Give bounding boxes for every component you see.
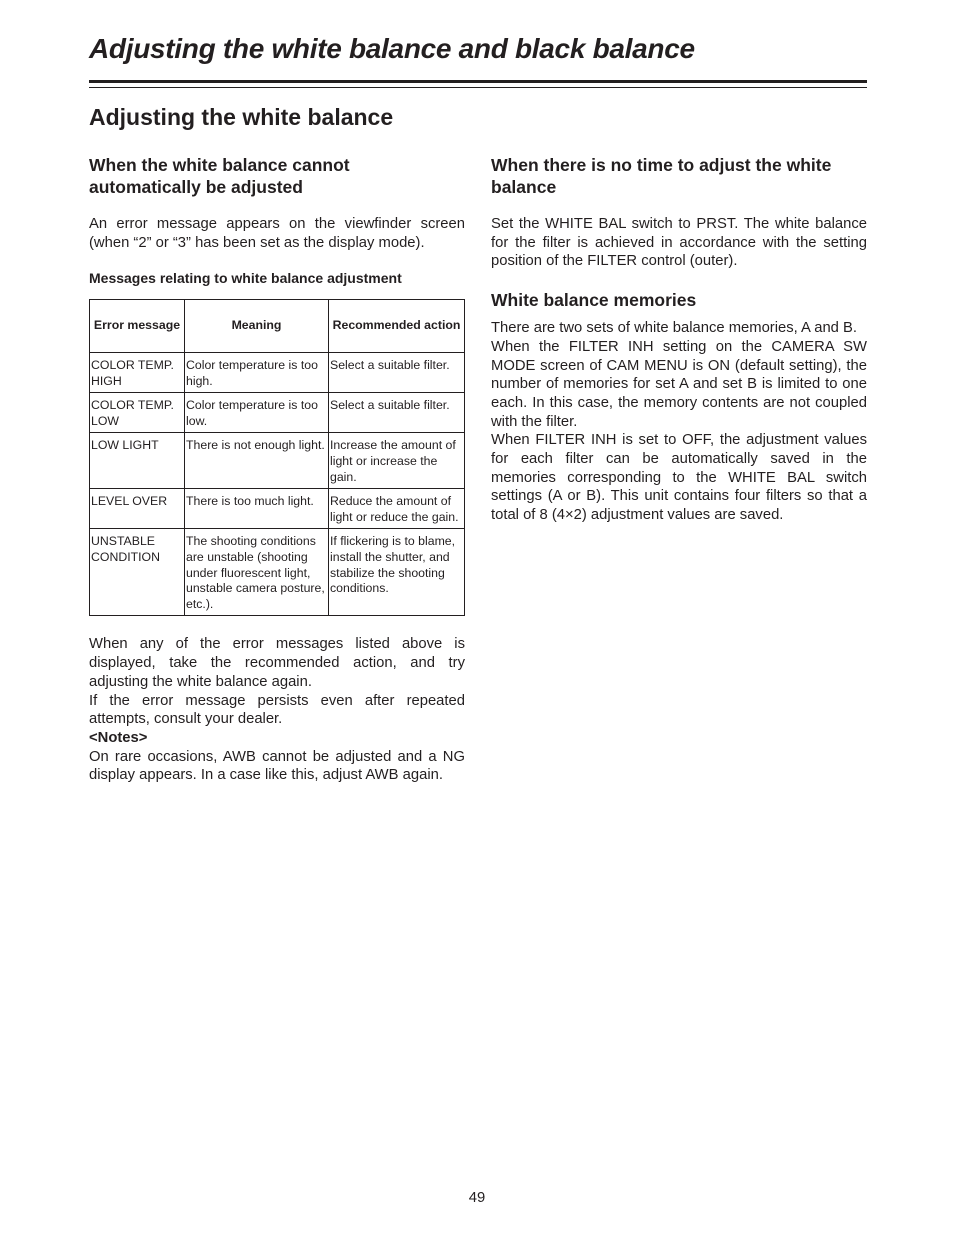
left-column bbox=[89, 154, 465, 785]
title-rule-thin bbox=[89, 87, 867, 88]
table-row bbox=[90, 529, 465, 616]
row-meaning: There is not enough light. bbox=[185, 433, 329, 489]
header-meaning: Meaning bbox=[185, 300, 329, 353]
row-action: Select a suitable filter. bbox=[329, 393, 465, 433]
row-meaning: The shooting conditions are unstable (shooting under fluorescent light, unstable camera posture, etc.). bbox=[185, 529, 329, 616]
error-intro-text: An error message appears on the viewfinder screen (when “2” or “3” has been set as the display mode). bbox=[89, 216, 465, 251]
row-error: COLOR TEMP. HIGH bbox=[90, 353, 185, 393]
memories-heading: White balance memories bbox=[491, 290, 697, 311]
error-messages-table bbox=[89, 299, 465, 616]
no-time-heading: When there is no time to adjust the white balance bbox=[491, 155, 832, 197]
right-column bbox=[491, 154, 867, 525]
table-row bbox=[90, 433, 465, 489]
prst-text: Set the WHITE BAL switch to PRST. The white balance for the filter is achieved in accordance with the setting position of the FILTER control (outer). bbox=[491, 216, 867, 270]
filter-inh-off-text: When FILTER INH is set to OFF, the adjustment values for each filter can be automatically saved in the memories corresponding to the WHITE BAL switch settings (A or B). This unit contains four filters so that a total of 8 (4×2) adjustment values are saved. bbox=[491, 432, 867, 524]
row-meaning: Color temperature is too high. bbox=[185, 353, 329, 393]
row-action: If flickering is to blame, install the shutter, and stabilize the shooting conditions. bbox=[329, 529, 465, 616]
row-error: COLOR TEMP. LOW bbox=[90, 393, 185, 433]
title-rule-thick bbox=[89, 80, 867, 83]
table-row bbox=[90, 353, 465, 393]
notes-text: On rare occasions, AWB cannot be adjusted and a NG display appears. In a case like this, adjust AWB again. bbox=[89, 748, 465, 784]
table-row bbox=[90, 489, 465, 529]
row-error: LEVEL OVER bbox=[90, 489, 185, 529]
row-action: Select a suitable filter. bbox=[329, 353, 465, 393]
row-meaning: There is too much light. bbox=[185, 489, 329, 529]
memories-intro-text: There are two sets of white balance memories, A and B. bbox=[491, 320, 857, 337]
notes-label: <Notes> bbox=[89, 729, 148, 746]
error-action-text: When any of the error messages listed above is displayed, take the recommended action, and try adjusting the white balance again. bbox=[89, 636, 465, 690]
row-meaning: Color temperature is too low. bbox=[185, 393, 329, 433]
table-row bbox=[90, 393, 465, 433]
header-error-message: Error message bbox=[90, 300, 185, 353]
row-error: UNSTABLE CONDITION bbox=[90, 529, 185, 616]
header-recommended-action: Recommended action bbox=[329, 300, 465, 353]
table-header-row bbox=[90, 300, 465, 353]
row-action: Reduce the amount of light or reduce the gain. bbox=[329, 489, 465, 529]
row-action: Increase the amount of light or increase the gain. bbox=[329, 433, 465, 489]
filter-inh-on-text: When the FILTER INH setting on the CAMERA SW MODE screen of CAM MENU is ON (default setting), the number of memories for set A and set B is limited to one each. In this case, the memory contents are not coupled with the filter. bbox=[491, 338, 867, 430]
cannot-adjust-heading: When the white balance cannot automatically be adjusted bbox=[89, 155, 350, 197]
page-title: Adjusting the white balance and black balance bbox=[89, 33, 695, 64]
consult-dealer-text: If the error message persists even after repeated attempts, consult your dealer. bbox=[89, 692, 465, 728]
table-caption: Messages relating to white balance adjustment bbox=[89, 270, 402, 287]
section-title: Adjusting the white balance bbox=[89, 104, 394, 130]
page-number: 49 bbox=[468, 1190, 486, 1206]
row-error: LOW LIGHT bbox=[90, 433, 185, 489]
